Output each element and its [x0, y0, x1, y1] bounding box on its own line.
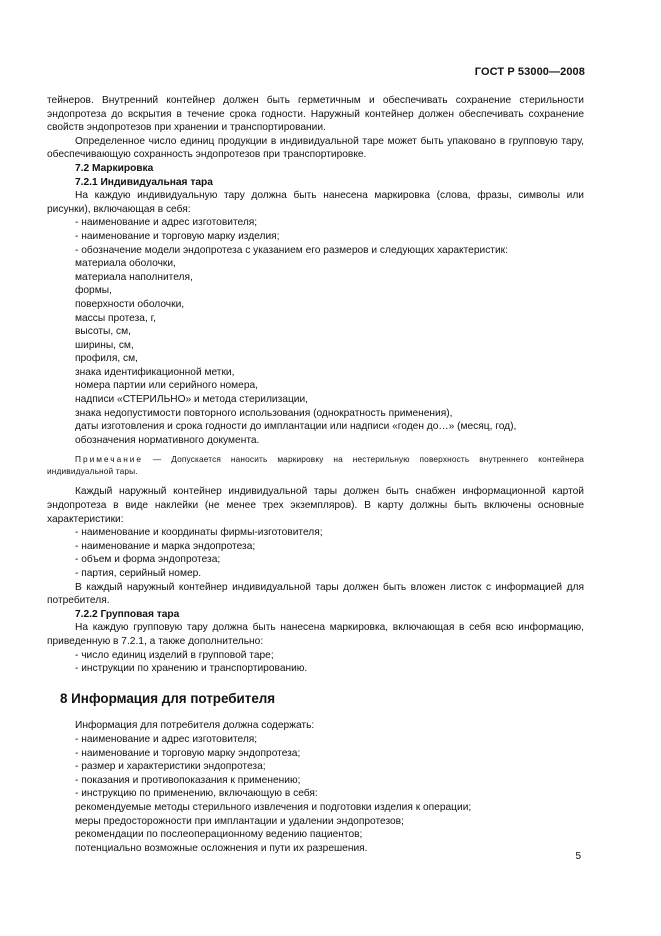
paragraph: На каждую индивидуальную тару должна быть нанесена маркировка (слова, фразы, символы или рисунки), включающая в себя:	[47, 190, 584, 215]
note	[47, 453, 584, 477]
paragraph: На каждую групповую тару должна быть нанесена маркировка, включающая в себя всю информацию, приведенную в 7.2.1, а также дополнительно:	[47, 622, 584, 647]
section-7-2-1-heading: 7.2.1 Индивидуальная тара	[75, 176, 213, 188]
list-item: - наименование и торговую марку эндопротеза;	[75, 747, 301, 759]
characteristic-item: знака идентификационной метки,	[75, 366, 235, 378]
paragraph: тейнеров. Внутренний контейнер должен быть герметичным и обеспечивать сохранение стерильности эндопротеза до вскрытия в течение срока годности. Наружный контейнер должен обеспечивать сохранение свойств эндопротезов при хранении и транспортировании.	[47, 95, 584, 134]
list-item: - наименование и марка эндопротеза;	[75, 540, 256, 552]
page-number: 5	[575, 851, 581, 862]
note-label: Примечание	[75, 454, 144, 465]
instruction-item: рекомендуемые методы стерильного извлечения и подготовки изделия к операции;	[75, 801, 472, 813]
instruction-item: меры предосторожности при имплантации и удалении эндопротезов;	[75, 815, 404, 827]
list-item: - наименование и адрес изготовителя;	[75, 217, 258, 229]
list-item: - размер и характеристики эндопротеза;	[75, 761, 266, 773]
characteristic-item: массы протеза, г,	[75, 312, 156, 324]
characteristic-item: надписи «СТЕРИЛЬНО» и метода стерилизации,	[75, 394, 308, 406]
list-item: - обозначение модели эндопротеза с указанием его размеров и следующих характеристик:	[75, 244, 508, 256]
instruction-item: потенциально возможные осложнения и пути их разрешения.	[75, 842, 368, 854]
characteristic-item: даты изготовления и срока годности до имплантации или надписи «годен до…» (месяц, год),	[75, 421, 517, 433]
section-7-2-heading: 7.2 Маркировка	[75, 162, 154, 174]
list-item: - инструкции по хранению и транспортированию.	[75, 663, 308, 675]
characteristic-item: формы,	[75, 285, 112, 297]
characteristic-item: поверхности оболочки,	[75, 298, 185, 310]
list-item: - число единиц изделий в групповой таре;	[75, 649, 274, 661]
paragraph: Определенное число единиц продукции в индивидуальной таре может быть упаковано в групповую тару, обеспечивающую сохранность эндопротезов при транспортировке.	[47, 135, 584, 161]
characteristic-item: материала наполнителя,	[75, 271, 193, 283]
characteristic-item: высоты, см,	[75, 326, 131, 338]
characteristic-item: профиля, см,	[75, 353, 138, 365]
document-body	[47, 94, 584, 855]
section-7-2-2-heading: 7.2.2 Групповая тара	[75, 608, 180, 620]
list-item: - объем и форма эндопротеза;	[75, 554, 221, 566]
paragraph: В каждый наружный контейнер индивидуальной тары должен быть вложен листок с информацией для потребителя.	[47, 581, 584, 607]
list-item: - партия, серийный номер.	[75, 568, 202, 579]
characteristic-item: ширины, см,	[75, 339, 134, 351]
characteristic-item: номера партии или серийного номера,	[75, 380, 258, 392]
characteristic-item: материала оболочки,	[75, 258, 176, 270]
paragraph: Информация для потребителя должна содержать:	[75, 720, 315, 732]
list-item: - наименование и адрес изготовителя;	[75, 733, 258, 745]
characteristic-item: обозначения нормативного документа.	[75, 434, 260, 446]
list-item: - инструкцию по применению, включающую в себя:	[75, 788, 318, 800]
paragraph: Каждый наружный контейнер индивидуальной тары должен быть снабжен информационной картой эндопротеза в виде наклейки (не менее трех экземпляров). В карту должны быть включены основные характеристики:	[47, 486, 584, 525]
list-item: - наименование и торговую марку изделия;	[75, 230, 280, 242]
list-item: - наименование и координаты фирмы-изготовителя;	[75, 527, 323, 539]
instruction-item: рекомендации по послеоперационному ведению пациентов;	[75, 829, 363, 841]
section-8-heading: 8 Информация для потребителя	[60, 690, 276, 706]
list-item: - показания и противопоказания к применению;	[75, 774, 301, 786]
characteristic-item: знака недопустимости повторного использования (однократность применения),	[75, 407, 453, 419]
note-text: — Допускается наносить маркировку на нестерильную поверхность внутреннего контейнера индивидуальной тары.	[47, 454, 584, 477]
standard-header: ГОСТ Р 53000—2008	[474, 66, 585, 78]
